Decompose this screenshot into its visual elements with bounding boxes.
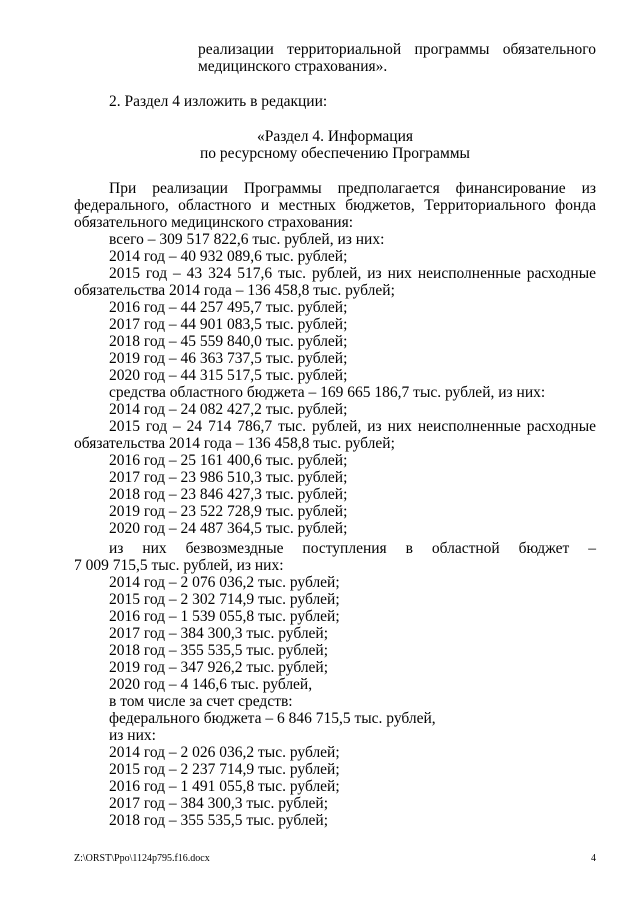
regional-2018: 2018 год – 23 846 427,3 тыс. рублей; [109, 486, 348, 503]
intro-line-2: медицинского страхования». [198, 58, 388, 75]
total-2017: 2017 год – 44 901 083,5 тыс. рублей; [109, 316, 348, 333]
intro-line-1: реализации территориальной программы обязательного [198, 41, 596, 58]
federal-2017: 2017 год – 384 300,3 тыс. рублей; [109, 795, 329, 812]
paragraph-line-3: обязательного медицинского страхования: [74, 214, 353, 231]
section-title-line-2: по ресурсному обеспечению Программы [200, 145, 470, 162]
federal-2016: 2016 год – 1 491 055,8 тыс. рублей; [109, 778, 340, 795]
grants-2019: 2019 год – 347 926,2 тыс. рублей; [109, 659, 329, 676]
regional-2020: 2020 год – 24 487 364,5 тыс. рублей; [109, 520, 348, 537]
total-2015-line-2: обязательства 2014 года – 136 458,8 тыс. рублей; [74, 282, 395, 299]
paragraph-line-2: федерального, областного и местных бюджетов, Территориального фонда [74, 197, 596, 214]
grants-2020: 2020 год – 4 146,6 тыс. рублей, [109, 676, 313, 693]
regional-2017: 2017 год – 23 986 510,3 тыс. рублей; [109, 469, 348, 486]
grants-line-1: из них безвозмездные поступления в областной бюджет – [109, 540, 596, 557]
grants-2014: 2014 год – 2 076 036,2 тыс. рублей; [109, 574, 340, 591]
federal-2015: 2015 год – 2 237 714,9 тыс. рублей; [109, 761, 340, 778]
total-2015-line-1: 2015 год – 43 324 517,6 тыс. рублей, из них неисполненные расходные [109, 265, 596, 282]
grants-2018: 2018 год – 355 535,5 тыс. рублей; [109, 642, 329, 659]
regional-2015-line-1: 2015 год – 24 714 786,7 тыс. рублей, из них неисполненные расходные [109, 418, 596, 435]
page-number: 4 [591, 853, 596, 864]
regional-line: средства областного бюджета – 169 665 186,7 тыс. рублей, из них: [109, 384, 546, 401]
federal-2018: 2018 год – 355 535,5 тыс. рублей; [109, 812, 329, 829]
paragraph-line-1: При реализации Программы предполагается финансирование из [109, 180, 596, 197]
total-2020: 2020 год – 44 315 517,5 тыс. рублей; [109, 367, 348, 384]
grants-line-2: 7 009 715,5 тыс. рублей, из них: [74, 557, 284, 574]
footer-file-path: Z:\ORST\Ppo\1124p795.f16.docx [74, 853, 210, 864]
regional-2014: 2014 год – 24 082 427,2 тыс. рублей; [109, 401, 348, 418]
total-line: всего – 309 517 822,6 тыс. рублей, из них: [109, 231, 385, 248]
total-2016: 2016 год – 44 257 495,7 тыс. рублей; [109, 299, 348, 316]
grants-2017: 2017 год – 384 300,3 тыс. рублей; [109, 625, 329, 642]
total-2018: 2018 год – 45 559 840,0 тыс. рублей; [109, 333, 348, 350]
including-line: в том числе за счет средств: [109, 693, 293, 710]
grants-2016: 2016 год – 1 539 055,8 тыс. рублей; [109, 608, 340, 625]
total-2014: 2014 год – 40 932 089,6 тыс. рублей; [109, 248, 348, 265]
section-title-line-1: «Раздел 4. Информация [256, 128, 414, 145]
grants-2015: 2015 год – 2 302 714,9 тыс. рублей; [109, 591, 340, 608]
regional-2019: 2019 год – 23 522 728,9 тыс. рублей; [109, 503, 348, 520]
regional-2015-line-2: обязательства 2014 года – 136 458,8 тыс. рублей; [74, 435, 395, 452]
item-2-text: 2. Раздел 4 изложить в редакции: [109, 93, 328, 110]
total-2019: 2019 год – 46 363 737,5 тыс. рублей; [109, 350, 348, 367]
of-them-line: из них: [109, 727, 156, 744]
federal-line: федерального бюджета – 6 846 715,5 тыс. рублей, [109, 710, 436, 727]
federal-2014: 2014 год – 2 026 036,2 тыс. рублей; [109, 744, 340, 761]
regional-2016: 2016 год – 25 161 400,6 тыс. рублей; [109, 452, 348, 469]
